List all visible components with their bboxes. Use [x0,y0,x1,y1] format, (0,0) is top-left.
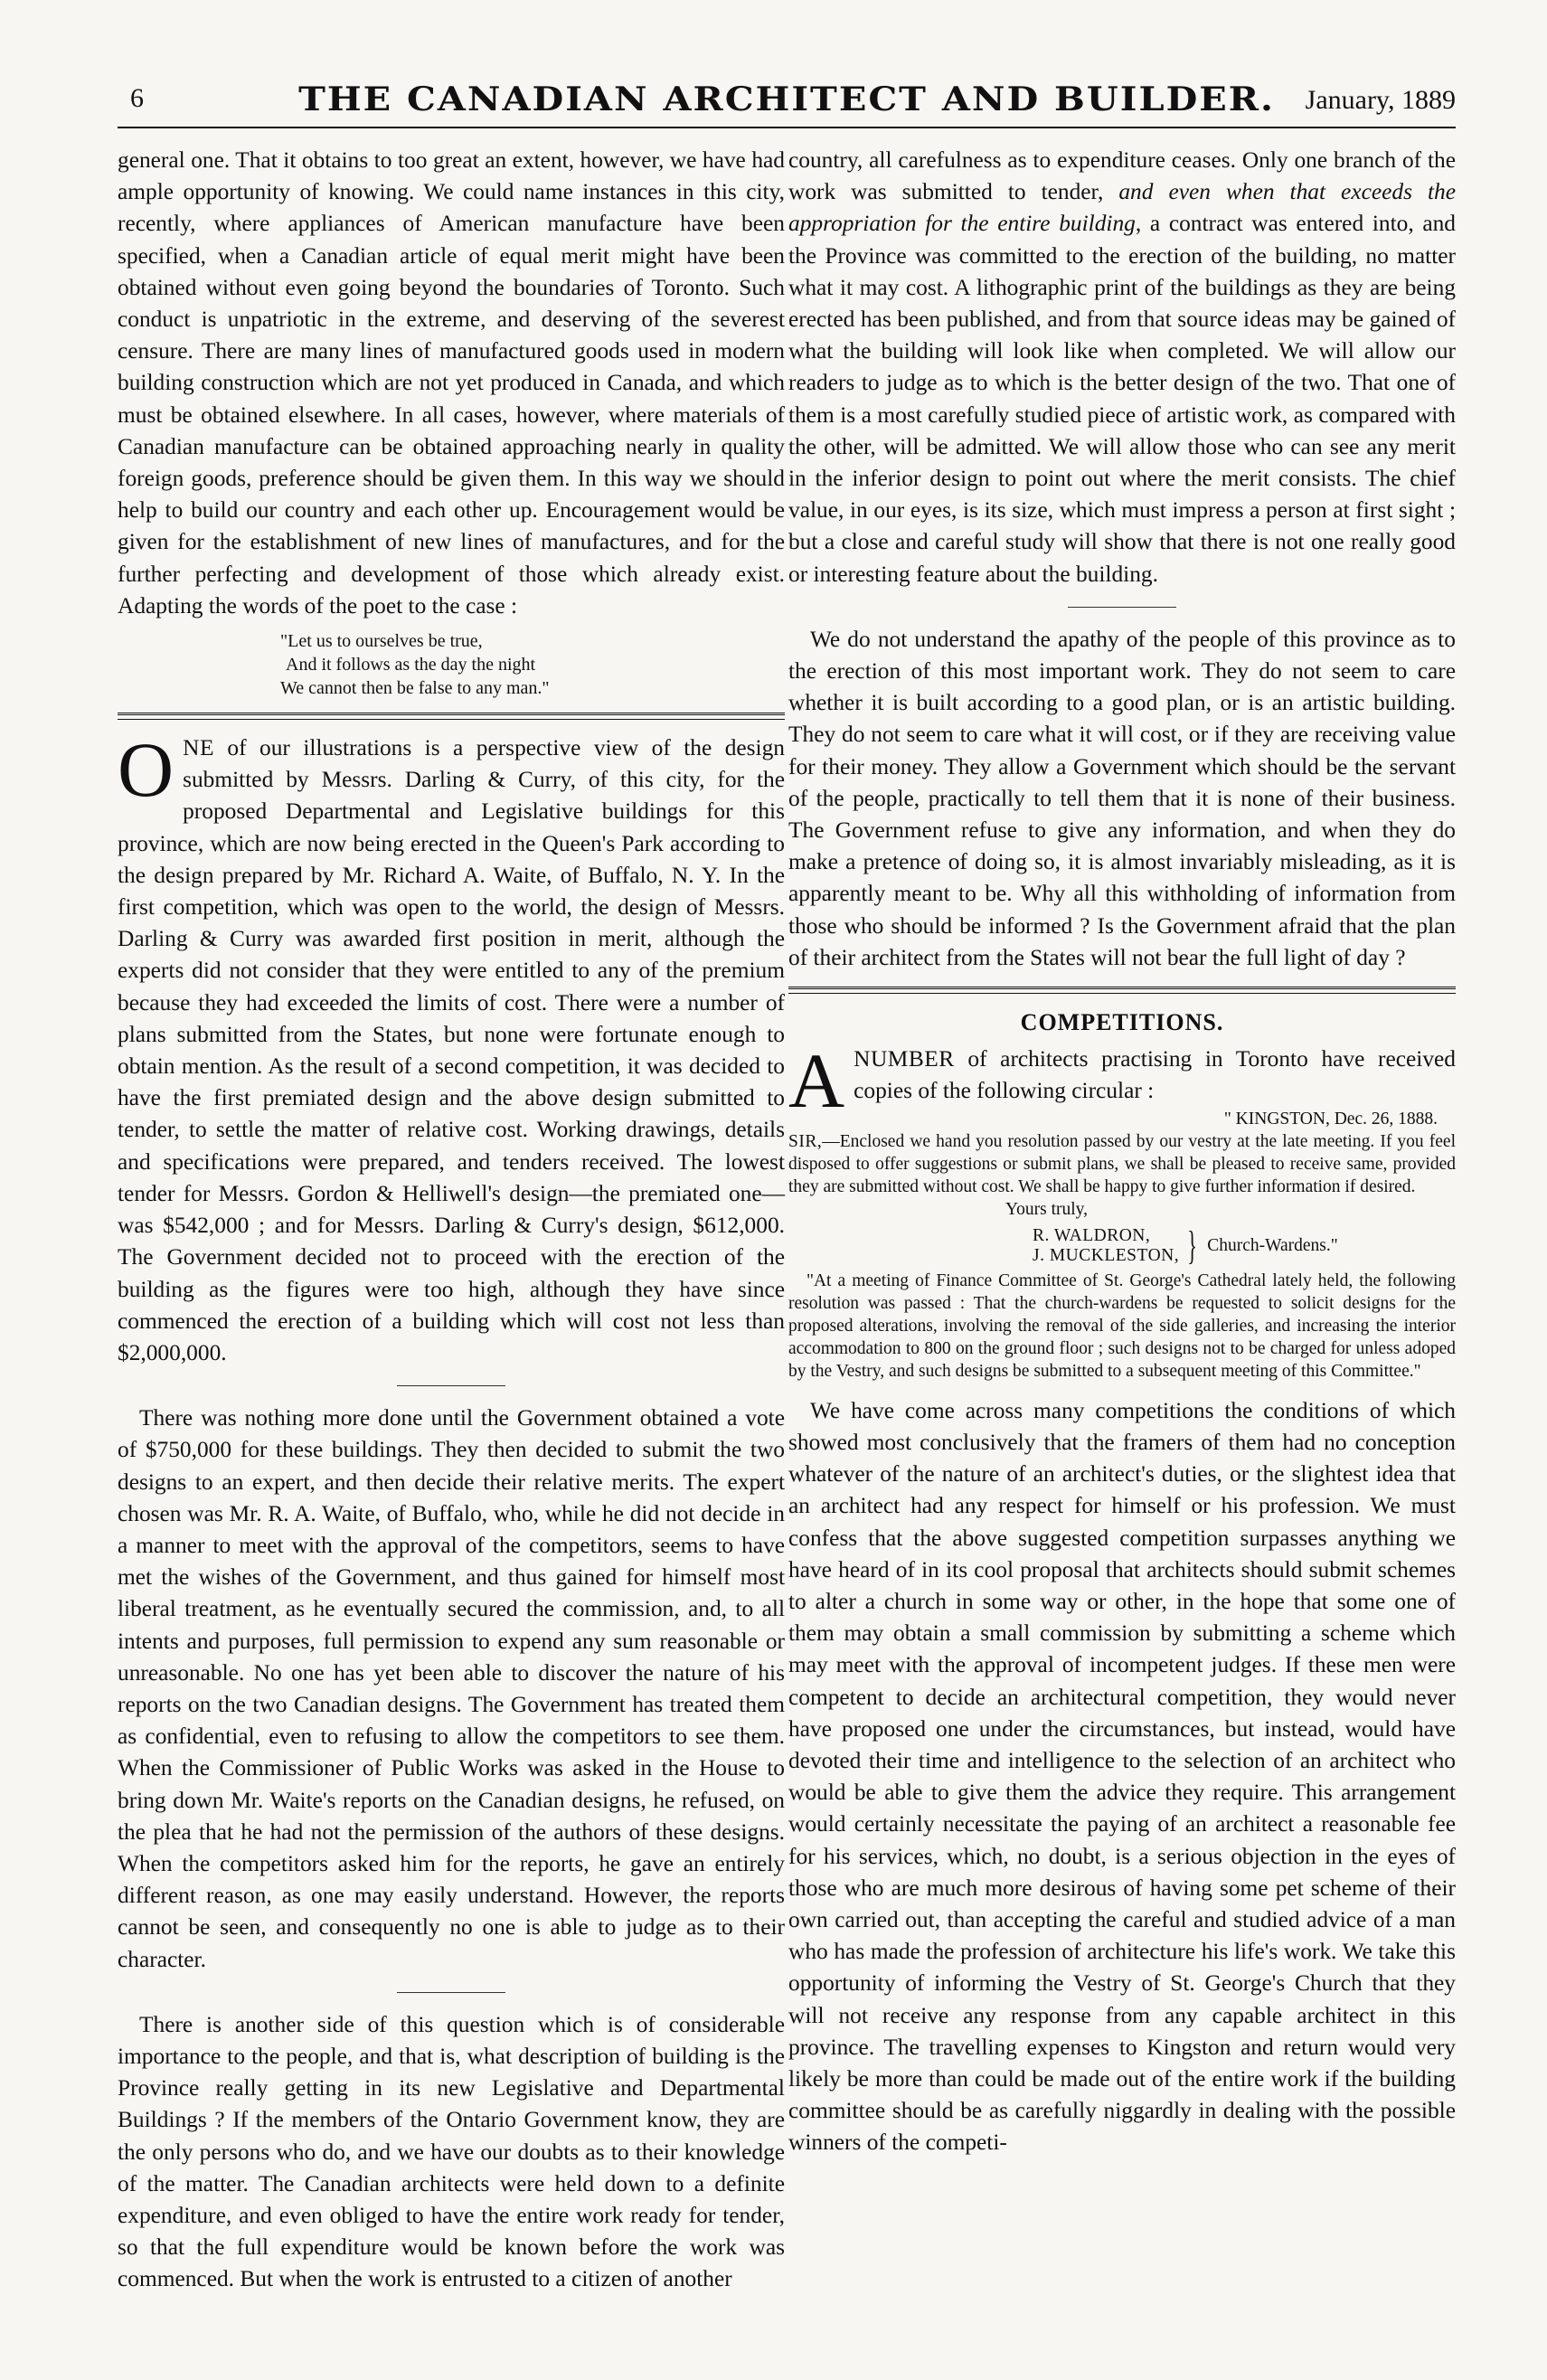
circular-letter [788,1108,1456,1383]
paragraph: There is another side of this question which is of considerable importance to the people, and that is, what description of building is the Province really getting in its new Legislative and Departmental Buildings ? If the members of the Ontario Government know, they are the only persons who do, and we have our doubts as to their knowledge of the matter. The Canadian architects were held down to a definite expenditure, and even obliged to have the entire work ready for tender, so that the full expenditure would be known before the work was commenced. But when the work is entrusted to a citizen of another [118,2011,785,2292]
paragraph-text: country, all carefulness as to expenditure ceases. Only one branch of the work was submitted to tender, [788,147,1456,205]
brace-glyph: } [1187,1223,1197,1268]
letter-text: —Enclosed we hand you resolution passed by our vestry at the late meeting. If you feel disposed to offer suggestions or submit plans, we shall be pleased to receive same, provided they are submitted without cost. We shall be happy to give further information if desired. [788,1131,1456,1196]
signatories [1033,1226,1179,1266]
signatory-title: Church-Wardens." [1207,1236,1338,1256]
verse-line: We cannot then be false to any man." [280,678,550,699]
verse-line: And it follows as the day the night [286,655,536,675]
right-column [788,145,1456,2351]
section-title: COMPETITIONS. [1020,1009,1224,1036]
section-divider [788,987,1456,994]
drop-cap: O [118,726,175,814]
divider [397,1385,505,1386]
letter-dateline: " KINGSTON, Dec. 26, 1888. [1223,1109,1438,1129]
section-divider [118,713,785,720]
signatory: J. MUCKLESTON, [1033,1245,1180,1265]
letter-salutation: SIR, [788,1131,823,1151]
paragraph [788,145,1456,590]
paragraph-dropcap [118,726,785,1369]
left-column [118,145,785,2351]
letter-body [788,1130,1456,1198]
drop-cap: A [788,1037,845,1125]
paragraph: There was nothing more done until the Government obtained a vote of $750,000 for these buildings. They then decided to submit the two designs to an expert, and then decide their relative merits. The expert chosen was Mr. R. A. Waite, of Buffalo, who, while he did not decide in a manner to meet with the approval of the competitors, seems to have met the wishes of the Government, and thus gained for himself most liberal treatment, as he eventually secured the commission, and, to all intents and purposes, full permission to expend any sum reasonable or unreasonable. No one has yet been able to discover the nature of his reports on the two Canadian designs. The Government has treated them as confidential, even to refusing to allow the competitors to see them. When the Commissioner of Public Works was asked in the House to bring down Mr. Waite's reports on the Canadian designs, he refused, on the plea that he had not the permission of the authors of these designs. When the competitors asked him for the reports, he gave an entirely different reason, as one may easily understand. However, the reports cannot be seen, and consequently no one is able to judge as to their character. [118,1405,785,1972]
page-header [118,72,1456,128]
paragraph-text: of architects practising in Toronto have received copies of the following circular : [854,1046,1456,1104]
signature-block [1033,1223,1456,1268]
lead-word: NE [183,735,214,761]
paragraph-text: of our illustrations is a perspective view of the design submitted by Messrs. Darling & Curry, of this city, for the proposed Departmental and Legislative buildings for this province, which are now being erected in the Queen's Park according to the design prepared by Mr. Richard A. Waite, of Buffalo, N. Y. In the first competition, which was open to the world, the design of Messrs. Darling & Curry was awarded first position in merit, although the experts did not consider that they were entitled to any of the premium because they had exceeded the limits of cost. There were a number of plans submitted from the States, but none were fortunate enough to obtain mention. As the result of a second competition, it was decided to have the first premiated design and the above design submitted to tender, to settle the matter of relative cost. Working drawings, details and specifications were prepared, and tenders received. The lowest tender for Messrs. Gordon & Helliwell's design—the premiated one—was $542,000 ; and for Messrs. Darling & Curry's design, $612,000. The Government decided not to proceed with the erection of the building as the figures were too high, although they have since commenced the erection of a building which will cost not less than $2,000,000. [118,735,785,1365]
masthead: THE CANADIAN ARCHITECT AND BUILDER. [298,79,1275,119]
verse-line: "Let us to ourselves be true, [280,631,483,652]
paragraph: We do not understand the apathy of the people of this province as to the erection of this most important work. They do not seem to care whether it is built according to a good plan, or is an artistic building. They do not seem to care what it will cost, or if they are receiving value for their money. They allow a Government which should be the servant of the people, practically to tell them that it is none of their business. The Government refuse to give any information, and when they do make a pretence of doing so, it is almost invariably misleading, as it is apparently meant to be. Why all this withholding of information from those who should be informed ? Is the Government afraid that the plan of their architect from the States will not bear the full light of day ? [788,626,1456,970]
page-number: 6 [130,83,144,113]
divider [1068,607,1176,608]
resolution-text: "At a meeting of Finance Committee of St. George's Cathedral lately held, the following resolution was passed : That the church-wardens be requested to solicit designs for the proposed alterations, involving the removal of the side galleries, and increasing the interior accommodation to 800 on the ground floor ; such designs not to be charged for unless adoped by the Vestry, and such designs be submitted to a subsequent meeting of this Committee." [788,1270,1456,1381]
paragraph-text: , a contract was entered into, and the Province was committed to the erection of the building, no matter what it may cost. A lithographic print of the buildings as they are being erected has been published, and from that source ideas may be gained of what the building will look like when completed. We will allow our readers to judge as to which is the better design of the two. That one of them is a most carefully studied piece of artistic work, as compared with the other, will be admitted. We will allow those who can see any merit in the inferior design to point out where the merit consists. The chief value, in our eyes, is its size, which must impress a person at first sight ; but a close and careful study will show that there is not one really good or interesting feature about the building. [788,211,1457,587]
paragraph: We have come across many competitions the conditions of which showed most conclusively that the framers of them had no conception whatever of the nature of an architect's duties, or the slightest idea that an architect had any respect for himself or his profession. We must confess that the above suggested competition surpasses anything we have heard of in its cool proposal that architects should submit schemes to alter a church in some way or other, in the hope that some one of them may obtain a small commission by submitting a scheme which may meet with the approval of incompetent judges. If these men were competent to decide an architectural competition, they would never have proposed one under the circumstances, but instead, would have devoted their time and intelligence to the selection of an architect who would be able to give them the advice they require. This arrangement would certainly necessitate the paying of an architect a reasonable fee for his services, which, no doubt, is a serious objection in the eyes of those who are much more desirous of having some pet scheme of their own carried out, than accepting the careful and studied advice of a man who has made the profession of architecture his life's work. We take this opportunity of informing the Vestry of St. George's Church that they will not receive any response from any capable architect in this province. The travelling expenses to Kingston and return would very likely be more than could be made out of the entire work if the building committee should be as carefully niggardly in dealing with the possible winners of the competi- [788,1397,1456,2156]
lead-word: NUMBER [854,1046,955,1072]
verse-quote [280,629,785,700]
letter-closing: Yours truly, [1005,1199,1089,1219]
paragraph: general one. That it obtains to too great an extent, however, we have had ample opportunity of knowing. We could name instances in this city, recently, where appliances of American manufacture have been specified, when a Canadian article of equal merit might have been obtained without even going beyond the boundaries of Toronto. Such conduct is unpatriotic in the extreme, and deserving of the severest censure. There are many lines of manufactured goods used in modern building construction which are not yet produced in Canada, and which must be obtained elsewhere. In all cases, however, where materials of Canadian manufacture can be obtained approaching nearly in quality foreign goods, preference should be given them. In this way we should help to build our country and each other up. Encouragement would be given for the establishment of new lines of manufactures, and for the further perfecting and development of those which already exist. Adapting the words of the poet to the case : [118,147,785,619]
emphasis-text: and even when that exceeds the appropriation for the entire building [788,179,1456,237]
signatory: R. WALDRON, [1033,1225,1151,1245]
issue-date: January, 1889 [1305,85,1456,115]
divider [397,1992,505,1993]
